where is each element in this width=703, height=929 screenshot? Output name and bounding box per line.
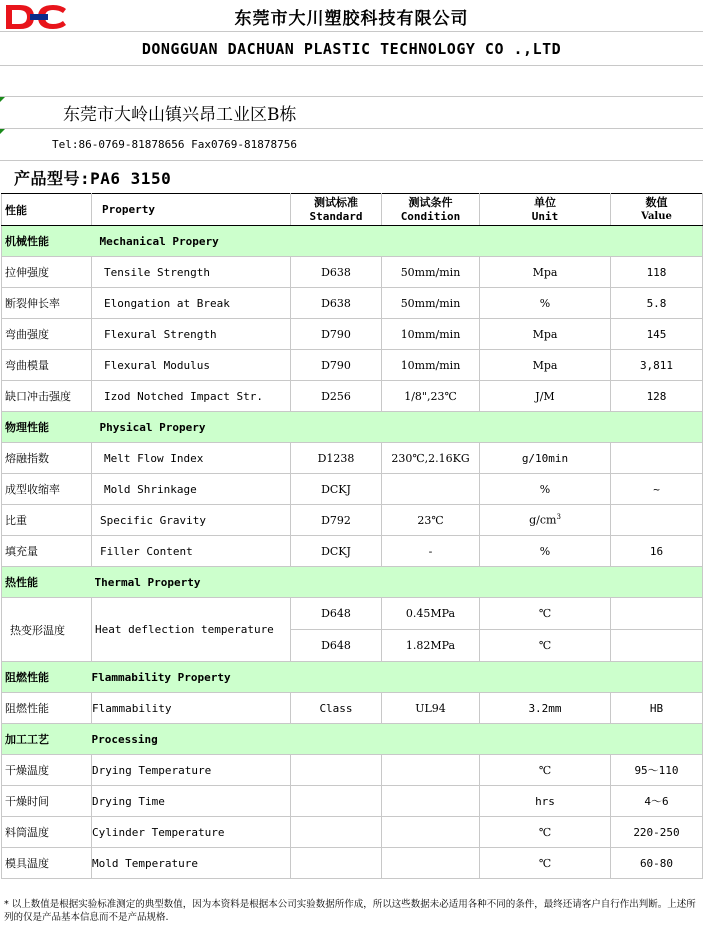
standard-cell (291, 755, 382, 786)
value-cell: 118 (611, 257, 703, 288)
product-model (14, 166, 171, 189)
table-row (2, 848, 703, 879)
unit-cell: 3.2mm (480, 693, 611, 724)
col-header-property-en: Property (92, 194, 291, 226)
unit-superscript: 3 (556, 513, 561, 522)
product-model-value: PA6 3150 (90, 169, 172, 188)
condition-cell: 10mm/min (382, 319, 480, 350)
divider (0, 96, 703, 97)
unit-cn: 单位 (534, 195, 556, 209)
unit-cell: ℃ (480, 848, 611, 879)
col-header-unit (480, 194, 611, 226)
unit-cell: Mpa (480, 257, 611, 288)
divider (0, 31, 703, 32)
unit-cell: % (480, 288, 611, 319)
property-en: Flammability (92, 693, 291, 724)
standard-cn: 测试标准 (314, 195, 358, 209)
standard-en: Standard (309, 209, 363, 223)
value-cell (611, 443, 703, 474)
condition-cell: 10mm/min (382, 350, 480, 381)
table-row (2, 474, 703, 505)
standard-cell: D638 (291, 257, 382, 288)
section-title-cn: 物理性能 (2, 412, 92, 443)
value-cell: 95～110 (611, 755, 703, 786)
standard-cell (291, 848, 382, 879)
unit-cell: ℃ (480, 817, 611, 848)
value-cell: 220-250 (611, 817, 703, 848)
table-row (2, 257, 703, 288)
section-title-cn: 加工工艺 (2, 724, 92, 755)
property-en: Mold Temperature (92, 848, 291, 879)
property-en: Drying Time (92, 786, 291, 817)
standard-cell: D790 (291, 319, 382, 350)
section-row-mechanical (2, 226, 703, 257)
table-row (2, 786, 703, 817)
condition-en: Condition (400, 209, 461, 223)
col-header-value (611, 194, 703, 226)
value-cell: 145 (611, 319, 703, 350)
property-cn: 拉伸强度 (2, 257, 92, 288)
table-row (2, 319, 703, 350)
condition-cell: 50mm/min (382, 288, 480, 319)
value-cell: 16 (611, 536, 703, 567)
standard-cell (291, 786, 382, 817)
unit-cell: ℃ (480, 630, 611, 662)
unit-cell: g/10min (480, 443, 611, 474)
property-cn: 弯曲强度 (2, 319, 92, 350)
section-title-en: Physical Propery (92, 412, 703, 443)
product-model-label: 产品型号: (14, 169, 91, 188)
divider (0, 65, 703, 66)
property-cn: 料筒温度 (2, 817, 92, 848)
value-cell (611, 630, 703, 662)
table-row (2, 755, 703, 786)
unit-cell: ℃ (480, 755, 611, 786)
section-row-flammability (2, 662, 703, 693)
standard-cell: DCKJ (291, 536, 382, 567)
col-header-standard (291, 194, 382, 226)
section-title-en: Mechanical Propery (92, 226, 703, 257)
property-en: Filler Content (92, 536, 291, 567)
col-header-property-cn: 性能 (2, 194, 92, 226)
section-row-physical (2, 412, 703, 443)
condition-cell (382, 817, 480, 848)
col-header-condition (382, 194, 480, 226)
value-cell: 4～6 (611, 786, 703, 817)
standard-cell: DCKJ (291, 474, 382, 505)
footnote-disclaimer: * 以上数值是根据实验标准测定的典型数值，因为本资料是根据本公司实验数据所作成，所以这些数据未必适用各种不同的条件，最终还请客户自行作出判断。上述所列的仅是产品基本信息而不是产品规格. (4, 899, 696, 923)
unit-cell: J/M (480, 381, 611, 412)
company-name-cn: 东莞市大川塑胶科技有限公司 (234, 9, 469, 29)
cell-marker (0, 97, 5, 102)
divider (0, 128, 703, 129)
condition-cell: UL94 (382, 693, 480, 724)
property-cn: 干燥温度 (2, 755, 92, 786)
unit-cell: ℃ (480, 598, 611, 630)
property-cn: 干燥时间 (2, 786, 92, 817)
value-cn: 数值 (645, 195, 668, 209)
standard-cell: D792 (291, 505, 382, 536)
property-en: Tensile Strength (92, 257, 291, 288)
condition-cell: 50mm/min (382, 257, 480, 288)
unit-text: g/cm (529, 513, 557, 527)
property-cn: 熔融指数 (2, 443, 92, 474)
property-en: Specific Gravity (92, 505, 291, 536)
property-en: Flexural Modulus (92, 350, 291, 381)
property-en: Cylinder Temperature (92, 817, 291, 848)
unit-cell: % (480, 536, 611, 567)
unit-cell: hrs (480, 786, 611, 817)
property-cn: 模具温度 (2, 848, 92, 879)
property-cn: 弯曲模量 (2, 350, 92, 381)
table-row (2, 443, 703, 474)
property-en: Heat deflection temperature (92, 598, 291, 662)
value-cell (611, 505, 703, 536)
condition-cell: 230℃,2.16KG (382, 443, 480, 474)
table-row (2, 693, 703, 724)
table-row (2, 288, 703, 319)
property-cn: 比重 (2, 505, 92, 536)
value-en: Value (641, 210, 672, 222)
section-row-thermal (2, 567, 703, 598)
company-name-en: DONGGUAN DACHUAN PLASTIC TECHNOLOGY CO .,LTD (141, 40, 562, 58)
table-row (2, 505, 703, 536)
condition-cell (382, 755, 480, 786)
condition-cell: 1.82MPa (382, 630, 480, 662)
table-row (2, 350, 703, 381)
condition-cell: 23℃ (382, 505, 480, 536)
property-en: Drying Temperature (92, 755, 291, 786)
section-title-cn: 机械性能 (2, 226, 92, 257)
value-cell: 3,811 (611, 350, 703, 381)
table-row (2, 817, 703, 848)
unit-cell: Mpa (480, 319, 611, 350)
value-cell: ~ (611, 474, 703, 505)
unit-en: Unit (531, 209, 559, 223)
section-title-en: Processing (92, 724, 703, 755)
spec-table (1, 193, 703, 879)
company-address: 东莞市大岭山镇兴昂工业区B栋 (63, 105, 297, 125)
unit-cell: % (480, 474, 611, 505)
condition-cell (382, 848, 480, 879)
property-cn: 成型收缩率 (2, 474, 92, 505)
standard-cell: Class (291, 693, 382, 724)
standard-cell: D648 (291, 598, 382, 630)
cell-marker (0, 129, 5, 134)
condition-cell: - (382, 536, 480, 567)
property-en: Elongation at Break (92, 288, 291, 319)
property-en: Mold Shrinkage (92, 474, 291, 505)
property-cn: 填充量 (2, 536, 92, 567)
value-cell: 5.8 (611, 288, 703, 319)
value-cell: 60-80 (611, 848, 703, 879)
table-row (2, 381, 703, 412)
standard-cell (291, 817, 382, 848)
property-cn: 阻燃性能 (2, 693, 92, 724)
unit-cell (480, 505, 611, 536)
standard-cell: D638 (291, 288, 382, 319)
section-title-cn: 热性能 (2, 567, 92, 598)
contact-info: Tel:86-0769-81878656 Fax0769-81878756 (52, 138, 298, 151)
unit-cell: Mpa (480, 350, 611, 381)
section-title-cn: 阻燃性能 (2, 662, 92, 693)
table-row (2, 536, 703, 567)
condition-cell: 1/8",23℃ (382, 381, 480, 412)
value-cell: 128 (611, 381, 703, 412)
property-cn: 热变形温度 (2, 598, 92, 662)
condition-cn: 测试条件 (408, 195, 453, 209)
property-cn: 缺口冲击强度 (2, 381, 92, 412)
table-header-row (2, 194, 703, 226)
standard-cell: D790 (291, 350, 382, 381)
property-en: Flexural Strength (92, 319, 291, 350)
standard-cell: D648 (291, 630, 382, 662)
value-cell: HB (611, 693, 703, 724)
table-row (2, 598, 703, 630)
condition-cell (382, 474, 480, 505)
condition-cell (382, 786, 480, 817)
condition-cell: 0.45MPa (382, 598, 480, 630)
section-title-en: Flammability Property (92, 662, 703, 693)
value-cell (611, 598, 703, 630)
section-row-processing (2, 724, 703, 755)
property-en: Melt Flow Index (92, 443, 291, 474)
section-title-en: Thermal Property (92, 567, 703, 598)
standard-cell: D1238 (291, 443, 382, 474)
standard-cell: D256 (291, 381, 382, 412)
property-en: Izod Notched Impact Str. (92, 381, 291, 412)
property-cn: 断裂伸长率 (2, 288, 92, 319)
divider (0, 160, 703, 161)
